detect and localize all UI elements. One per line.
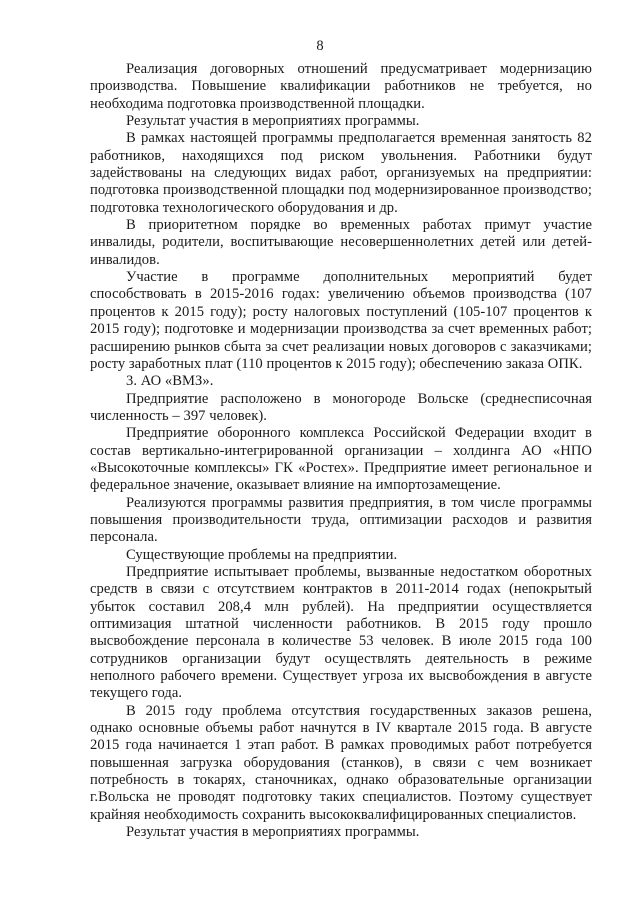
paragraph-modernization: Реализация договорных отношений предусматривает модернизацию производства. Повышение квалификации работников не требуется, но необходима подготовка производственной площадки. — [90, 61, 592, 112]
document-body — [90, 61, 592, 841]
paragraph-state-orders: В 2015 году проблема отсутствия государственных заказов решена, однако основные объемы работ начнутся в IV квартале 2015 года. В августе 2015 года начинается 1 этап работ. В рамках проводимых работ потребуется повышенная загрузка оборудования (станков), в связи с чем возникает потребность в токарях, станочниках, однако образовательные организации г.Вольска не проводят подготовку таких специалистов. Поэтому существует крайняя необходимость сохранить высококвалифицированных специалистов. — [90, 702, 592, 823]
paragraph-problems-heading: Существующие проблемы на предприятии. — [126, 546, 398, 563]
paragraph-defense-holding: Предприятие оборонного комплекса Российской Федерации входит в состав вертикально-интегрированной организации – холдинга АО «НПО «Высокоточные комплексы» ГК «Ростех». Предприятие имеет региональное и федеральное значение, оказывает влияние на импортозамещение. — [90, 425, 592, 494]
paragraph-result-heading: Результат участия в мероприятиях программы. — [126, 113, 420, 130]
paragraph-location: Предприятие расположено в моногороде Вольске (среднесписочная численность – 397 человек). — [90, 390, 592, 424]
paragraph-development-programs: Реализуются программы развития предприятия, в том числе программы повышения производительности труда, оптимизации расходов и развития персонала. — [90, 494, 592, 546]
paragraph-priority-participants: В приоритетном порядке во временных работах примут участие инвалиды, родители, воспитывающие несовершеннолетних детей или детей-инвалидов. — [90, 217, 592, 268]
page-number: 8 — [316, 38, 324, 54]
paragraph-program-effects: Участие в программе дополнительных мероприятий будет способствовать в 2015-2016 годах: увеличению объемов производства (107 процентов к 2015 году); росту налоговых поступлений (105-107 процентов к 2015 году); подготовке и модернизации производства за счет временных работ; расширению рынков сбыта за счет реализации новых договоров с заказчиками; росту заработных плат (110 процентов к 2015 году); обеспечению заказа ОПК. — [90, 269, 592, 372]
paragraph-section-heading-vmz: 3. АО «ВМЗ». — [126, 373, 214, 390]
paragraph-working-capital-problems: Предприятие испытывает проблемы, вызванные недостатком оборотных средств в связи с отсутствием контрактов в 2011-2014 годах (непокрытый убыток составил 208,4 млн рублей). На предприятии осуществляется оптимизация штатной численности работников. В 2015 году прошло высвобождение персонала в количестве 53 человек. В июле 2015 года 100 сотрудников организации будут осуществлять деятельность в режиме неполного рабочего времени. Существует угроза их высвобождения в августе текущего года. — [90, 563, 592, 702]
paragraph-result-heading-2: Результат участия в мероприятиях программы. — [126, 824, 420, 841]
paragraph-temporary-employment: В рамках настоящей программы предполагается временная занятость 82 работников, находящихся под риском увольнения. Работники будут задействованы на следующих видах работ, организуемых на предприятии: подготовка производственной площадки под модернизированное производство; подготовка технологического оборудования и др. — [90, 130, 592, 216]
